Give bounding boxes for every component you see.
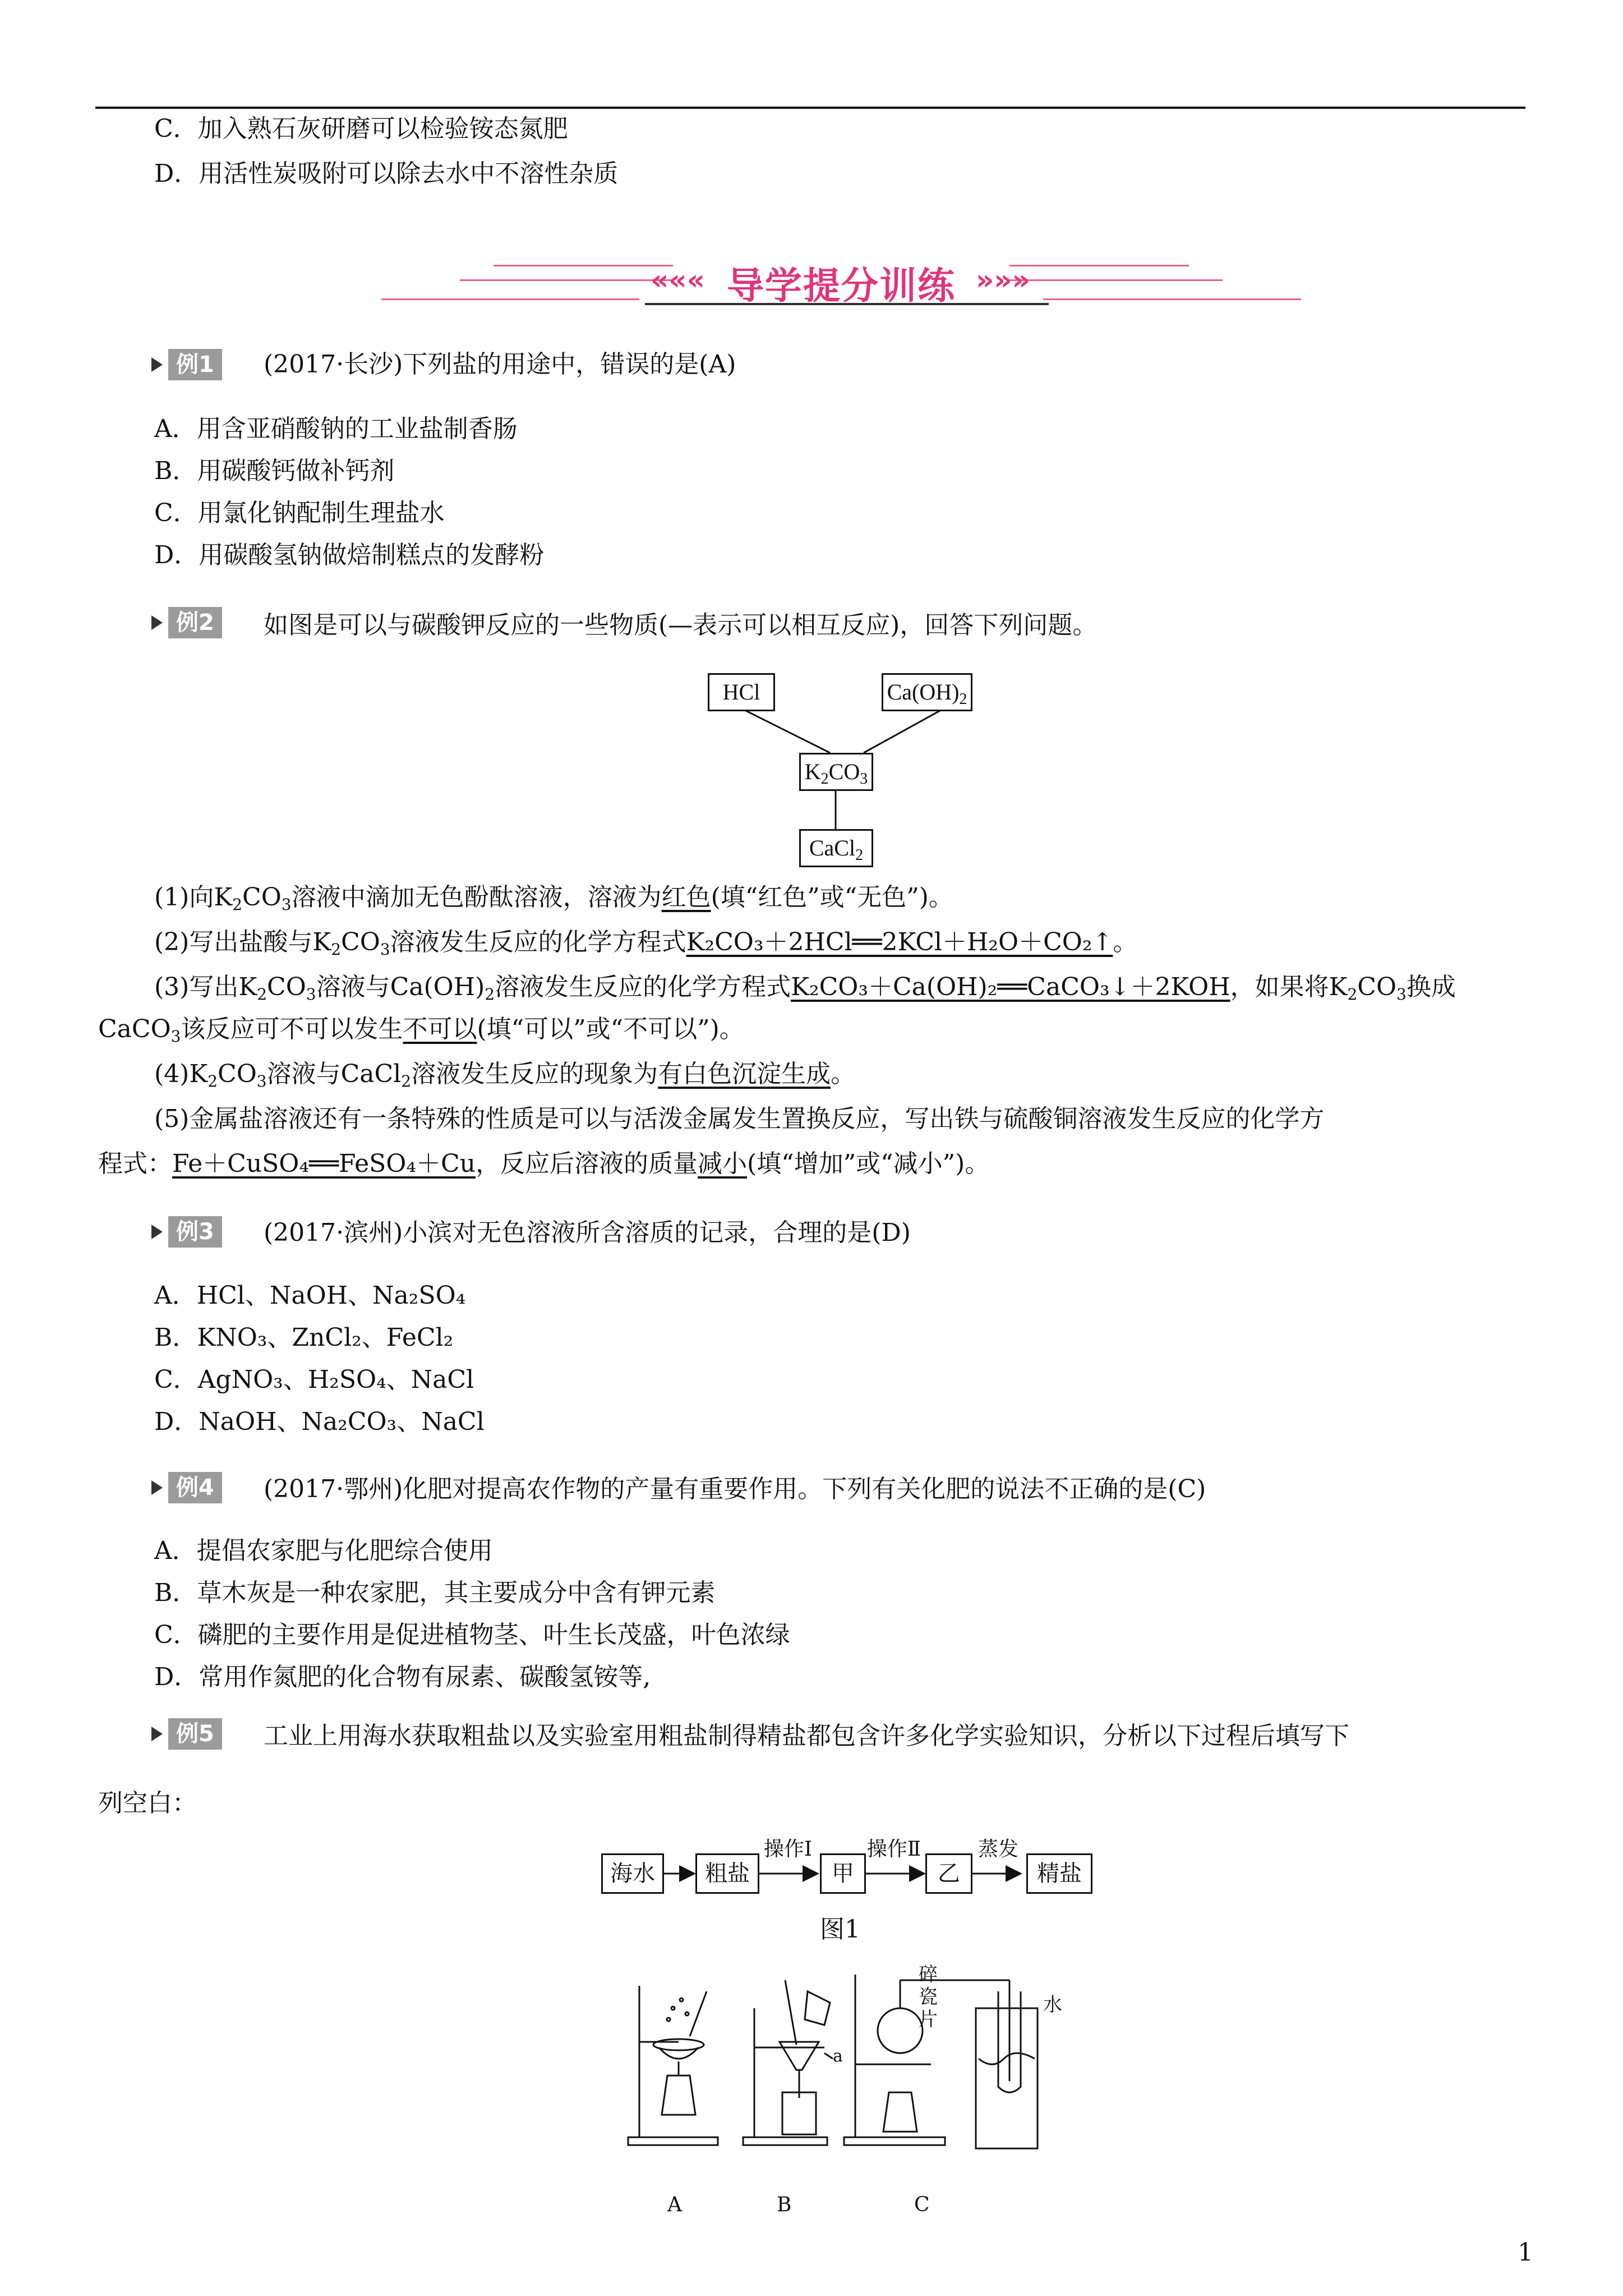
label-a: a xyxy=(833,2046,843,2066)
apparatus-label-c: C xyxy=(914,2193,930,2216)
example-2-q1: (1)向$K_2CO_3$溶液中滴加无色酚酞溶液，溶液为红色(填“红色”或“无色”)。 xyxy=(154,883,953,914)
play-triangle-icon xyxy=(151,615,163,630)
answer: 有白色沉淀生成 xyxy=(658,1060,831,1088)
example-3-option-b: B．KNO₃、ZnCl₂、FeCl₂ xyxy=(154,1323,454,1352)
hcl-box: HCl xyxy=(708,673,775,711)
apparatus-illustration xyxy=(617,1958,1094,2182)
example-4-option-b: B．草木灰是一种农家肥，其主要成分中含有钾元素 xyxy=(154,1579,716,1607)
prev-option-c: C．加入熟石灰研磨可以检验铵态氮肥 xyxy=(154,114,568,143)
example-2-question: 如图是可以与碳酸钾反应的一些物质(—表示可以相互反应)，回答下列问题。 xyxy=(264,611,1098,639)
chevron-right-icon: »»» xyxy=(976,264,1030,296)
figure-1-caption: 图1 xyxy=(820,1915,860,1944)
flow-crude-salt: 粗盐 xyxy=(695,1853,759,1894)
apparatus-label-a: A xyxy=(667,2193,682,2216)
example-5-tag: 例5 xyxy=(151,1718,222,1750)
prev-option-d: D．用活性炭吸附可以除去水中不溶性杂质 xyxy=(154,159,619,188)
answer: 红色 xyxy=(661,883,711,912)
example-5-question: 工业上用海水获取粗盐以及实验室用粗盐制得精盐都包含许多化学实验知识，分析以下过程后填写下 xyxy=(264,1722,1349,1750)
example-2-q3: (3)写出$K_2CO_3$溶液与$Ca(OH)_2$溶液发生反应的化学方程式K₂CO₃＋Ca(OH)₂══CaCO₃↓＋2KOH，如果将$K_2CO_3$换成 xyxy=(154,973,1456,1004)
answer: 不可以 xyxy=(403,1015,477,1043)
flow-jia: 甲 xyxy=(820,1853,866,1894)
flow-label-op1: 操作Ⅰ xyxy=(763,1838,813,1861)
label-porcelain-shards: 碎瓷片 xyxy=(919,1963,938,2031)
header-rule xyxy=(95,107,1525,109)
page-number: 1 xyxy=(1518,2238,1533,2267)
flow-seawater: 海水 xyxy=(601,1853,664,1894)
example-3-option-a: A．HCl、NaOH、Na₂SO₄ xyxy=(154,1281,466,1310)
chevron-left-icon: ««« xyxy=(651,264,705,296)
example-2-q5: (5)金属盐溶液还有一条特殊的性质是可以与活泼金属发生置换反应，写出铁与硫酸铜溶液发生反应的化学方 xyxy=(154,1105,1325,1133)
cacl2-box: CaCl$_2$ xyxy=(799,829,873,867)
flow-yi: 乙 xyxy=(925,1853,972,1894)
answer: Fe＋CuSO₄══FeSO₄＋Cu xyxy=(172,1149,476,1178)
example-4-option-d: D．常用作氮肥的化合物有尿素、碳酸氢铵等, xyxy=(154,1663,651,1691)
example-3-option-d: D．NaOH、Na₂CO₃、NaCl xyxy=(154,1407,485,1436)
section-title: 导学提分训练 xyxy=(727,264,956,307)
example-2-q4: $(4)K_2CO_3$溶液与CaCl$_2$溶液发生反应的现象为有白色沉淀生成。 xyxy=(154,1060,856,1091)
flow-label-op2: 操作Ⅱ xyxy=(866,1838,921,1861)
example-3-tag: 例3 xyxy=(151,1216,222,1248)
example-2-q5-line2: 程式：Fe＋CuSO₄══FeSO₄＋Cu，反应后溶液的质量减小(填“增加”或“减小”)。 xyxy=(98,1149,990,1178)
example-2-tag: 例2 xyxy=(151,607,222,638)
example-4-option-c: C．磷肥的主要作用是促进植物茎、叶生长茂盛，叶色浓绿 xyxy=(154,1621,790,1649)
example-4-tag: 例4 xyxy=(151,1472,222,1503)
flow-label-evaporate: 蒸发 xyxy=(978,1838,1018,1861)
example-1-option-a: A．用含亚硝酸钠的工业盐制香肠 xyxy=(154,415,518,443)
example-1-option-b: B．用碳酸钙做补钙剂 xyxy=(154,457,395,485)
example-1-option-d: D．用碳酸氢钠做焙制糕点的发酵粉 xyxy=(154,541,545,569)
play-triangle-icon xyxy=(151,1225,163,1239)
answer: 减小 xyxy=(698,1149,748,1178)
play-triangle-icon xyxy=(151,1480,163,1495)
label-water: 水 xyxy=(1043,1994,1062,2016)
play-triangle-icon xyxy=(151,1727,163,1741)
section-banner xyxy=(381,247,1301,314)
example-4-question: (2017·鄂州)化肥对提高农作物的产量有重要作用。下列有关化肥的说法不正确的是(C) xyxy=(264,1475,1206,1503)
example-1-question: (2017·长沙)下列盐的用途中，错误的是(A) xyxy=(264,350,736,379)
example-4-option-a: A．提倡农家肥与化肥综合使用 xyxy=(154,1536,493,1565)
example-2-q2: (2)写出盐酸与$K_2CO_3$溶液发生反应的化学方程式K₂CO₃＋2HCl══2KCl＋H₂O＋CO₂↑。 xyxy=(154,928,1138,959)
answer: K₂CO₃＋Ca(OH)₂══CaCO₃↓＋2KOH xyxy=(791,973,1230,1001)
flow-refined-salt: 精盐 xyxy=(1026,1853,1092,1894)
play-triangle-icon xyxy=(151,357,163,372)
k2co3-box: $K_2CO_3$ xyxy=(799,753,873,791)
example-1-option-c: C．用氯化钠配制生理盐水 xyxy=(154,499,445,527)
example-3-option-c: C．AgNO₃、H₂SO₄、NaCl xyxy=(154,1365,474,1394)
example-2-q3-line2: CaCO$_3$该反应可不可以发生不可以(填“可以”或“不可以”)。 xyxy=(98,1015,744,1046)
example-3-question: (2017·滨州)小滨对无色溶液所含溶质的记录，合理的是(D) xyxy=(264,1218,911,1247)
example-5-question-line2: 列空白： xyxy=(98,1789,197,1818)
apparatus-label-b: B xyxy=(777,2193,792,2216)
example-1-tag: 例1 xyxy=(151,349,222,380)
answer: K₂CO₃＋2HCl══2KCl＋H₂O＋CO₂↑ xyxy=(686,928,1113,956)
caoh2-box: $Ca(OH)_2$ xyxy=(882,673,972,711)
